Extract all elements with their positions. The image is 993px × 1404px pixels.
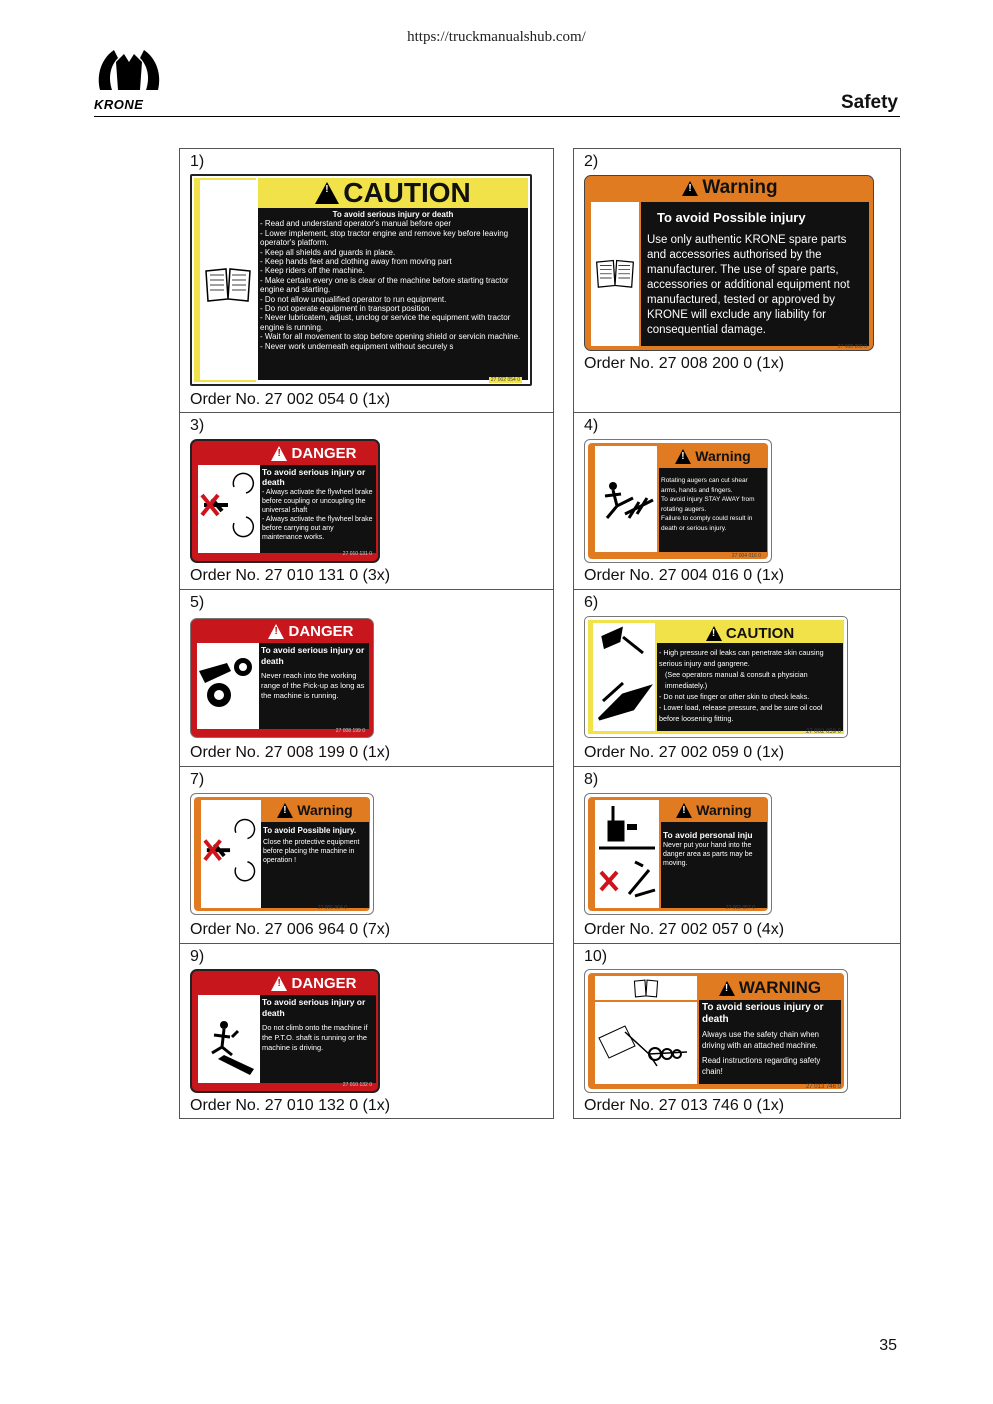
warning-triangle-icon: [277, 803, 293, 818]
label-line: Close the protective equipment before placing the machine in operation !: [263, 839, 360, 864]
label-number: 9): [190, 948, 205, 965]
flywheel-brake-icon: [198, 465, 260, 553]
label-pictogram: [197, 643, 259, 729]
label-heading: To avoid serious injury or death: [261, 645, 365, 666]
source-url: https://truckmanualshub.com/: [407, 29, 586, 45]
label-pictogram: [595, 1002, 697, 1084]
label-line: - Do not operate equipment in transport position.: [260, 304, 432, 314]
label-cell-3: [179, 412, 554, 590]
label-line: (See operators manual & consult a physician immediately.): [665, 670, 808, 690]
label-heading: To avoid Possible injury.: [263, 826, 357, 835]
label-text-panel: [260, 995, 376, 1083]
label-text-panel: [699, 1000, 841, 1084]
label-heading: To avoid serious injury or death: [702, 1002, 824, 1025]
safety-chain-icon: [595, 1002, 697, 1084]
label-line: Rotating augers can cut shear arms, hands and fingers.: [661, 477, 748, 494]
label-cell-9: [179, 943, 554, 1119]
label-number: 2): [584, 153, 599, 170]
label-line: - Keep riders off the machine.: [260, 266, 365, 276]
label-line: Failure to comply could result in death or serious injury.: [661, 515, 753, 532]
label-line: Use only authentic KRONE spare parts and accessories authorised by the manufacturer. The use of spare parts, accessories or additional equipment not manufactured, tested or approved by KRONE will exclude any liability for consequential damage.: [647, 234, 850, 336]
label-line: - Do not use finger or other skin to check leaks.: [659, 692, 810, 701]
gear-hand-icon: [197, 643, 259, 729]
label-line: - Keep all shields and guards in place.: [260, 247, 396, 257]
order-number: Order No. 27 002 054 0 (1x): [190, 391, 391, 408]
header-word: Warning: [297, 802, 353, 818]
label-number: 1): [190, 153, 205, 170]
warning-label-7: [190, 793, 374, 915]
label-heading: To avoid personal inju: [663, 830, 753, 840]
climbing-person-icon: [198, 995, 260, 1083]
label-line: - Always activate the flywheel brake before carrying out any maintenance works.: [262, 516, 373, 541]
label-text-panel: [258, 208, 528, 380]
warning-triangle-icon: [682, 181, 698, 196]
label-text-panel: [661, 822, 767, 908]
warning-triangle-icon: [676, 803, 692, 818]
label-line: - Lower load, release pressure, and be sure oil cool before loosening fitting.: [659, 703, 823, 723]
warning-label-2: [584, 175, 874, 351]
danger-label-5: [190, 618, 374, 738]
krone-logo-text: KRONE: [94, 97, 144, 112]
header-divider: [94, 116, 900, 117]
danger-header: [252, 973, 376, 993]
label-cell-2: [573, 148, 901, 413]
label-cell-4: [573, 412, 901, 590]
label-cell-1: [179, 148, 554, 413]
label-number: 6): [584, 594, 599, 611]
label-number: 4): [584, 417, 599, 434]
label-text-panel: [260, 465, 376, 553]
header-word: DANGER: [291, 444, 357, 462]
warning-label-4: [584, 439, 772, 563]
order-number: Order No. 27 008 199 0 (1x): [190, 744, 391, 761]
label-cell-10: [573, 943, 901, 1119]
label-number: 3): [190, 417, 205, 434]
label-heading: To avoid serious injury or death: [262, 467, 366, 487]
label-line: To avoid injury STAY AWAY from rotating augers.: [661, 496, 755, 513]
label-code: 27 010 132 0: [342, 1082, 372, 1088]
label-line: Never put your hand into the danger area as parts may be moving.: [663, 842, 753, 867]
label-code: 27 010 131 0: [342, 551, 372, 557]
label-line: - High pressure oil leaks can penetrate skin causing serious injury and gangrene.: [659, 648, 824, 668]
label-pictogram: [200, 180, 256, 380]
danger-triangle-icon: [271, 446, 287, 461]
flywheel-brake-icon: [201, 800, 261, 908]
label-cell-7: [179, 766, 554, 944]
manual-book-icon: [204, 265, 252, 303]
label-line: Do not climb onto the machine if the P.T.O. shaft is running or the machine is driving.: [262, 1023, 368, 1052]
label-code: 27 008 200 0: [837, 344, 867, 350]
header-word: Warning: [695, 448, 751, 464]
manual-book-icon: [595, 256, 635, 290]
label-heading: To avoid serious injury or death: [332, 210, 454, 219]
label-line: - Always activate the flywheel brake before coupling or uncoupling the universal shaft: [262, 489, 373, 514]
crush-hand-icon: [595, 800, 659, 908]
warning-triangle-icon: [315, 182, 339, 204]
danger-triangle-icon: [268, 624, 284, 639]
label-number: 7): [190, 771, 205, 788]
label-code: 27 006 964 0: [317, 905, 347, 911]
caution-label-6: [584, 616, 848, 738]
warning-label-10: [584, 969, 848, 1093]
label-line: Never reach into the working range of the Pick-up as long as the machine is running.: [261, 671, 365, 700]
label-heading: To avoid Possible injury: [657, 210, 806, 225]
label-code: 27 002 054 0: [490, 377, 520, 383]
warning-header: [261, 800, 369, 820]
danger-header: [252, 443, 376, 463]
label-text-panel: [641, 202, 869, 346]
label-line: - Keep hands feet and clothing away from moving part: [260, 257, 452, 267]
order-number: Order No. 27 010 131 0 (3x): [190, 567, 391, 584]
label-line: Read instructions regarding safety chain!: [702, 1056, 821, 1076]
warning-header: [659, 446, 767, 466]
label-line: - Wait for all movement to stop before opening shield or servicin machine.: [260, 332, 521, 342]
order-number: Order No. 27 002 059 0 (1x): [584, 744, 785, 761]
header-word: Warning: [702, 177, 778, 198]
label-pictogram: [593, 623, 655, 731]
label-line: - Read and understand operator's manual before oper: [260, 219, 451, 229]
label-number: 5): [190, 594, 205, 611]
hydraulic-leak-icon: [593, 623, 655, 731]
order-number: Order No. 27 006 964 0 (7x): [190, 921, 391, 938]
label-code: 27 002 059 0: [805, 729, 841, 735]
order-number: Order No. 27 002 057 0 (4x): [584, 921, 785, 938]
label-number: 10): [584, 948, 608, 965]
header-word: CAUTION: [343, 177, 471, 208]
label-pictogram: [591, 202, 639, 346]
page-number: 35: [879, 1337, 897, 1354]
section-title: Safety: [840, 92, 898, 113]
label-cell-8: [573, 766, 901, 944]
label-line: - Make certain every one is clear of the machine before starting tractor engine and starting.: [260, 275, 509, 295]
warning-triangle-icon: [719, 981, 735, 996]
label-pictogram-top: [595, 976, 697, 1000]
label-pictogram: [595, 800, 659, 908]
label-line: Always use the safety chain when driving with an attached machine.: [702, 1030, 820, 1050]
danger-label-9: [190, 969, 380, 1093]
warning-header: [661, 800, 767, 820]
label-pictogram: [201, 800, 261, 908]
order-number: Order No. 27 010 132 0 (1x): [190, 1097, 391, 1114]
label-code: 27 008 199 0: [335, 728, 365, 734]
label-code: 27 004 016 0: [731, 553, 761, 559]
auger-icon: [595, 446, 657, 552]
warning-triangle-icon: [675, 449, 691, 464]
header-word: WARNING: [738, 978, 822, 997]
manual-book-icon: [631, 978, 661, 998]
warning-header: [585, 176, 874, 200]
label-number: 8): [584, 771, 599, 788]
label-pictogram: [198, 995, 260, 1083]
label-code: 27 002 057 0: [725, 905, 755, 911]
warning-label-8: [584, 793, 772, 915]
danger-header: [253, 621, 369, 641]
caution-label-1: [190, 174, 532, 386]
order-number: Order No. 27 008 200 0 (1x): [584, 355, 785, 372]
label-heading: To avoid serious injury or death: [262, 997, 366, 1018]
label-pictogram: [198, 465, 260, 553]
header-word: CAUTION: [725, 624, 795, 642]
label-cell-6: [573, 589, 901, 767]
caution-header: [258, 178, 528, 208]
label-code: 27 013 746 0: [805, 1084, 841, 1090]
warning-header: [699, 976, 841, 1000]
danger-label-3: [190, 439, 380, 563]
label-line: - Lower implement, stop tractor engine and remove key before leaving operator's platform.: [260, 228, 509, 248]
order-number: Order No. 27 004 016 0 (1x): [584, 567, 785, 584]
caution-header: [657, 623, 843, 643]
header-word: DANGER: [291, 974, 357, 992]
label-pictogram: [595, 446, 657, 552]
label-line: - Never lubricatem, adjust, unclog or service the equipment with tractor engine is running.: [260, 313, 511, 332]
header-word: Warning: [696, 802, 752, 818]
label-text-panel: [261, 822, 369, 908]
header-word: DANGER: [288, 622, 354, 640]
danger-triangle-icon: [271, 976, 287, 991]
order-number: Order No. 27 013 746 0 (1x): [584, 1097, 785, 1114]
label-line: - Never work underneath equipment without securely s: [260, 341, 454, 351]
label-text-panel: [659, 468, 767, 552]
warning-triangle-icon: [706, 626, 722, 641]
label-text-panel: [657, 643, 843, 731]
label-text-panel: [259, 643, 369, 729]
label-cell-5: [179, 589, 554, 767]
label-line: - Do not allow unqualified operator to run equipment.: [260, 294, 447, 304]
